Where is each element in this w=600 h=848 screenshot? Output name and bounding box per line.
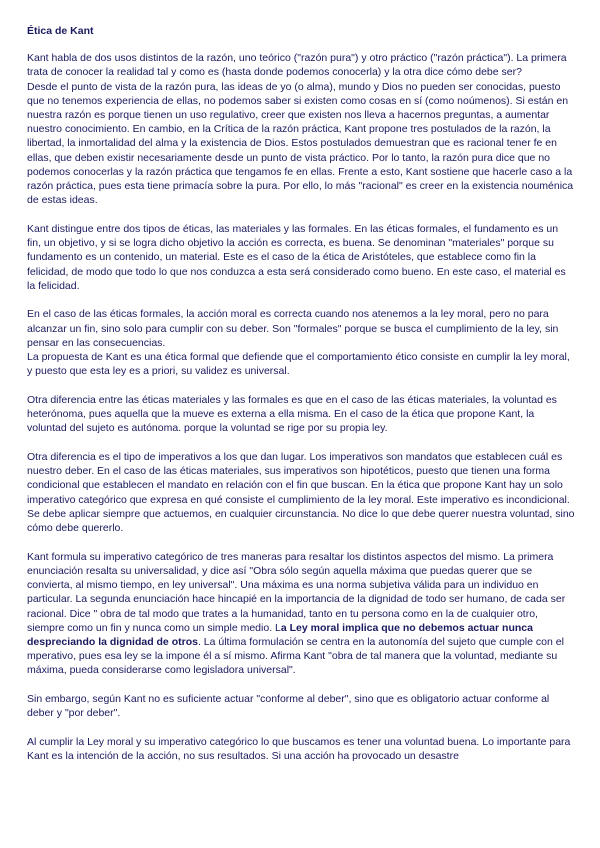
paragraph-8-text-b: . La última formulación se centra en la autonomía del sujeto que cumple con el mperativo, pues esa ley se la impone él a sí mismo. Afirma Kant "obra de tal manera que la voluntad, mediante su máxima, pueda considerarse como legisladora universal".	[27, 636, 564, 677]
paragraph-3: Kant distingue entre dos tipos de éticas, las materiales y las formales. En las éticas formales, el fundamento es un fin, un objetivo, y si se logra dicho objetivo la acción es correcta, es buena. Se denominan "materiales" porque su fundamento es un contenido, un material. Este es el caso de la ética de Aristóteles, que establece como fin la felicidad, de modo que todo lo que nos conduzca a esta será considerado como bueno. En este caso, el material es la felicidad.	[27, 222, 566, 292]
document-title: Ética de Kant	[27, 25, 94, 37]
paragraph-8-text-a: Kant formula su imperativo categórico de tres maneras para resaltar los distintos aspectos del mismo. La primera enunciación resalta su universalidad, y dice así "Obra sólo según aquella máxima que puedas querer que se convierta, al mismo tiempo, en ley universal". Una máxima es una norma subjetiva válida para un individuo en particular. La segunda enunciación hace hincapié en la importancia de la dignidad de todo ser humano, de cada ser racional. Dice " obra de tal modo que trates a la humanidad, tanto en tu persona como en la de cualquier otro, siempre como un fin y nunca como un simple medio. L	[27, 550, 566, 634]
paragraph-4: En el caso de las éticas formales, la acción moral es correcta cuando nos atenemos a la ley moral, pero no para alcanzar un fin, sino solo para cumplir con su deber. Son "formales" porque se busca el cumplimiento de la ley, sin pensar en las consecuencias.	[27, 308, 559, 349]
paragraph-8-bold: a Ley moral implica que no debemos actuar nunca despreciando la dignidad de otros	[27, 621, 533, 649]
paragraph-6: Otra diferencia entre las éticas materiales y las formales es que en el caso de las éticas materiales, la voluntad es heterónoma, pues aquella que la mueve es externa a ella misma. En el caso de la ética que propone Kant, la voluntad del sujeto es autónoma. porque la voluntad se rige por su propia ley.	[27, 393, 557, 435]
paragraph-1: Kant habla de dos usos distintos de la razón, uno teórico ("razón pura") y otro práctico ("razón práctica"). La primera trata de conocer la realidad tal y como es (hasta donde podemos conocerla) y la otra dice cómo debe ser?	[27, 52, 567, 79]
paragraph-5: La propuesta de Kant es una ética formal que defiende que el comportamiento ético consiste en cumplir la ley moral, y puesto que esta ley es a priori, su validez es universal.	[27, 351, 570, 378]
paragraph-2: Desde el punto de vista de la razón pura, las ideas de yo (o alma), mundo y Dios no pueden ser conocidas, puesto que no tenemos experiencia de ellas, no podemos saber si existen como cosas en sí (como noúmenos). Si están en nuestra razón es porque tienen un uso regulativo, creer que existen nos lleva a hacernos preguntas, a aumentar nuestro conocimiento. En cambio, en la Crítica de la razón práctica, Kant propone tres postulados de la razón, la libertad, la inmortalidad del alma y la existencia de Dios. Estos postulados demuestran que es racional tener fe en ellas, que deben existir necesariamente desde un punto de vista práctico. Por lo tanto, la razón pura dice que no podemos conocerlas y la razón práctica que tengamos fe en ellas. Frente a esto, Kant sostiene que hacerle caso a la razón práctica, pues esta tiene primacía sobre la pura. Por ello, lo más "racional" es creer en la existencia nouménica de estas ideas.	[27, 80, 574, 207]
paragraph-10: Al cumplir la Ley moral y su imperativo categórico lo que buscamos es tener una voluntad buena. Lo importante para Kant es la intención de la acción, no sus resultados. Si una acción ha provocado un desastre	[27, 736, 571, 763]
document-page	[27, 24, 575, 778]
paragraph-9: Sin embargo, según Kant no es suficiente actuar "conforme al deber", sino que es obligatorio actuar conforme al deber y "por deber".	[27, 693, 550, 720]
paragraph-8	[27, 550, 575, 678]
paragraph-7: Otra diferencia es el tipo de imperativos a los que dan lugar. Los imperativos son mandatos que establecen cuál es nuestro deber. En el caso de las éticas materiales, sus imperativos son hipotéticos, puesto que tienen una forma condicional que establecen el mandato en relación con el fin que buscan. En la ética que propone Kant hay un solo imperativo categórico que expresa en qué consiste el cumplimiento de la ley moral. Este imperativo es incondicional. Se debe aplicar siempre que actuemos, en cualquier circunstancia. No dice lo que debe querer nuestra voluntad, sino cómo debe quererlo.	[27, 451, 575, 535]
